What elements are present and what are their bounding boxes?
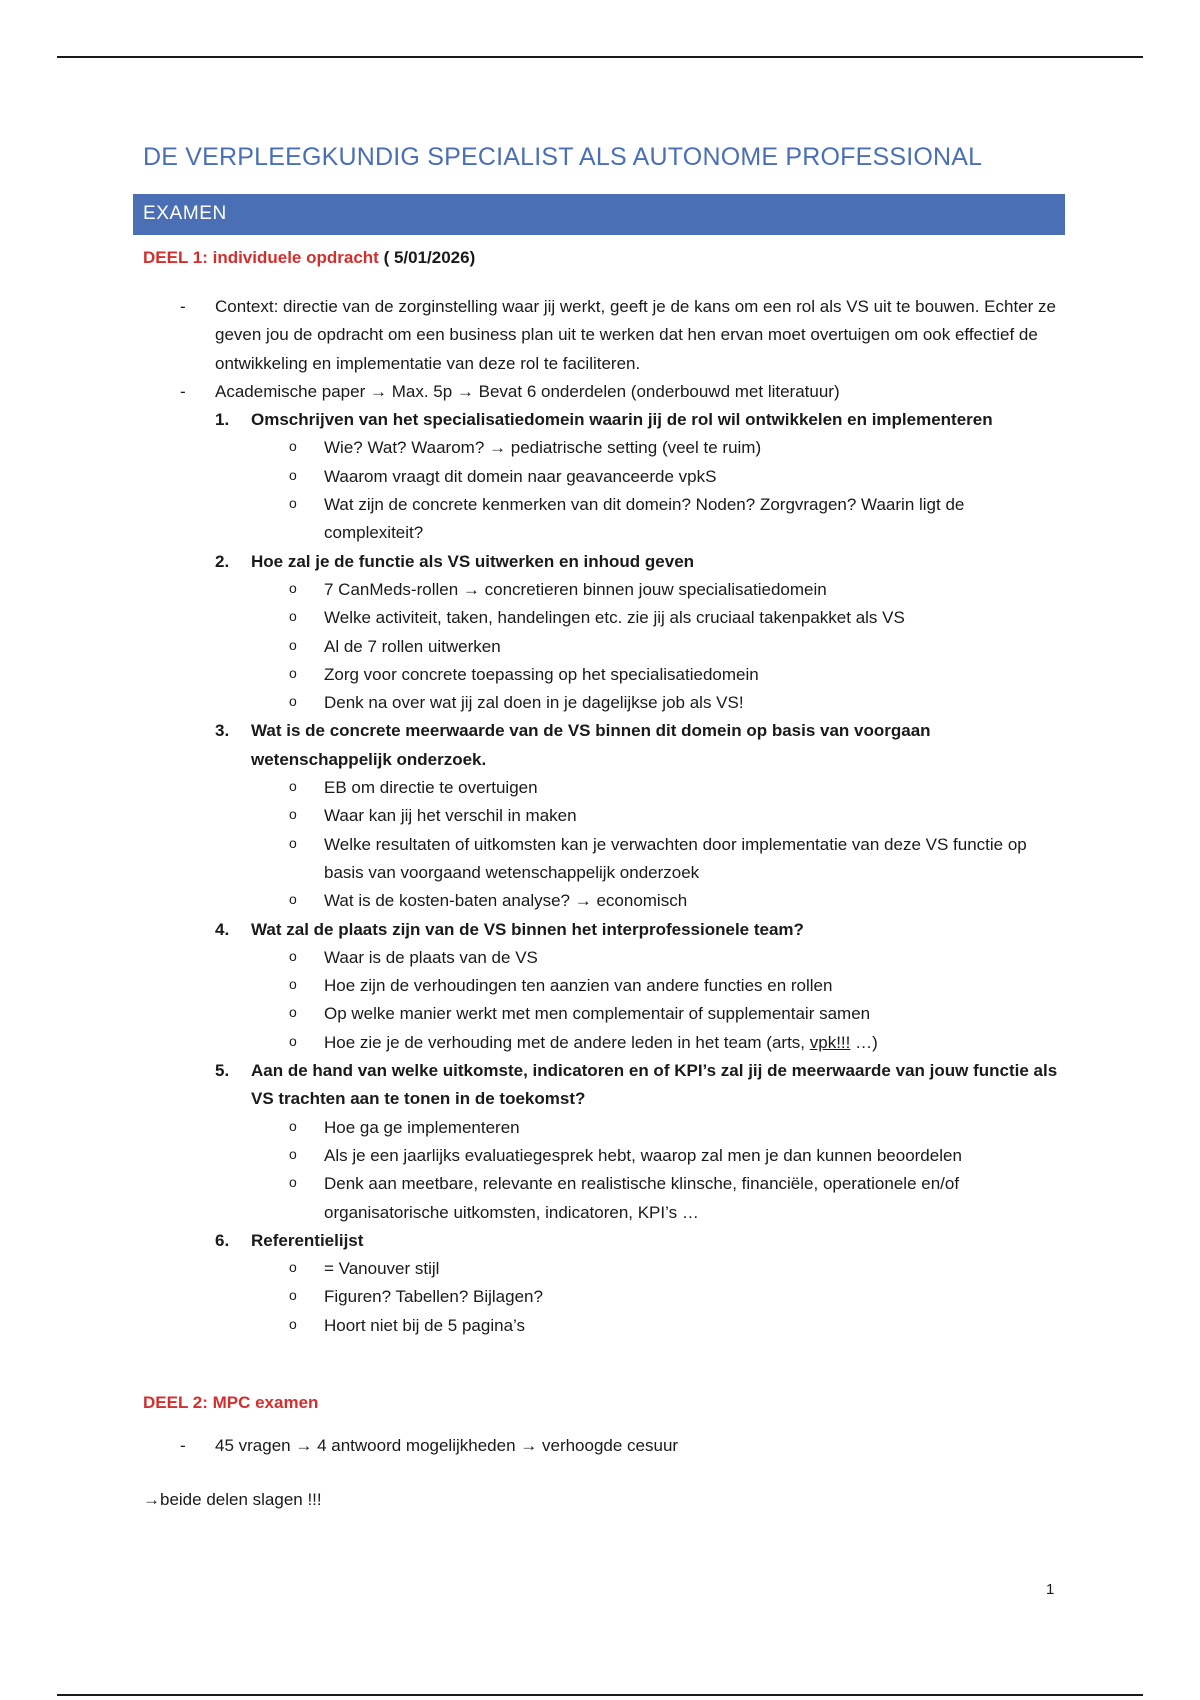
list-item: o Als je een jaarlijks evaluatiegesprek hebt, waarop zal men je dan kunnen beoordelen	[251, 1142, 1063, 1170]
list-item: o Wat zijn de concrete kenmerken van dit domein? Noden? Zorgvragen? Waarin ligt de complexiteit?	[251, 491, 1063, 548]
paper-section-5: 5. Aan de hand van welke uitkomste, indicatoren en of KPI’s zal jij de meerwaarde van jouw functie als VS trachten aan te tonen in de toekomst? o Hoe ga ge implementeren o Als je een jaarlijks evaluatiegesprek hebt, waarop zal men je dan kunnen beoordelen o Denk aan meetbare, relevante en realistische klinsche, financiële, operationele en/of organisatorische uitkomsten, indicatoren, KPI’s …	[215, 1057, 1063, 1227]
list-item: o Wat is de kosten-baten analyse? → economisch	[251, 887, 1063, 915]
list-item: o Op welke manier werkt met men complementair of supplementair samen	[251, 1000, 1063, 1028]
list-item: o Waar kan jij het verschil in maken	[251, 802, 1063, 830]
section-heading: EXAMEN	[143, 203, 227, 224]
list-item: o Denk aan meetbare, relevante en realistische klinsche, financiële, operationele en/of organisatorische uitkomsten, indicatoren, KPI’s …	[251, 1170, 1063, 1227]
list-item: o Zorg voor concrete toepassing op het specialisatiedomein	[251, 661, 1063, 689]
list-item: o Hoe zie je de verhouding met de andere leden in het team (arts, vpk!!! …)	[251, 1029, 1063, 1057]
arrow-icon: →	[456, 381, 474, 401]
list-item: o Waarom vraagt dit domein naar geavanceerde vpkS	[251, 463, 1063, 491]
section-heading-bar	[133, 194, 1065, 235]
list-item: o Welke activiteit, taken, handelingen etc. zie jij als cruciaal takenpakket als VS	[251, 604, 1063, 632]
list-item: o Wie? Wat? Waarom? → pediatrische setting (veel te ruim)	[251, 434, 1063, 462]
page-number: 1	[1046, 1581, 1055, 1598]
arrow-icon: →	[520, 1436, 538, 1455]
deel1-date: ( 5/01/2026)	[378, 248, 476, 267]
paper-section-1: 1. Omschrijven van het specialisatiedomein waarin jij de rol wil ontwikkelen en implementeren o Wie? Wat? Waarom? → pediatrische setting (veel te ruim) o Waarom vraagt dit domein naar geavanceerde vpkS o Wat zijn de concrete kenmerken van dit domein? Noden? Zorgvragen? Waarin ligt de complexiteit?	[215, 406, 1063, 547]
arrow-icon: →	[369, 381, 387, 401]
list-item: o EB om directie te overtuigen	[251, 774, 1063, 802]
section-title: Hoe zal je de functie als VS uitwerken en inhoud geven	[251, 551, 695, 571]
arrow-icon: →	[295, 1436, 313, 1455]
list-item: o Denk na over wat jij zal doen in je dagelijkse job als VS!	[251, 689, 1063, 717]
document-title: DE VERPLEEGKUNDIG SPECIALIST ALS AUTONOME PROFESSIONAL	[143, 143, 983, 171]
context-item: - Context: directie van de zorginstelling waar jij werkt, geeft je de kans om een rol als VS uit te bouwen. Echter ze geven jou de opdracht om een business plan uit te werken dat hen ervan moet overtuigen om ook effectief de ontwikkeling en implementatie van deze rol te faciliteren.	[143, 293, 1063, 378]
list-item: o Figuren? Tabellen? Bijlagen?	[251, 1283, 1063, 1311]
list-item: o = Vanouver stijl	[251, 1255, 1063, 1283]
list-item: - 45 vragen → 4 antwoord mogelijkheden → verhoogde cesuur	[143, 1436, 678, 1456]
arrow-icon: →	[143, 1490, 160, 1509]
paper-item: - Academische paper → Max. 5p → Bevat 6 onderdelen (onderbouwd met literatuur) 1. Omschrijven van het specialisatiedomein waarin jij de rol wil ontwikkelen en implementeren o Wie? Wat? Waarom? → pediatrische setting (veel te ruim) o Waarom vraagt dit domein naar geavanceerde vpkS o Wat zijn de concrete kenmerken van dit domein? Noden? Zorgvragen? Waarin ligt de complexiteit? 2. Hoe zal je de functie als VS uitwerken en inhoud geven o 7 CanMeds-rollen → concretieren binnen jouw specialisatiedomein o Welke activiteit, taken, handelingen etc. zie jij als cruciaal takenpakket als VS o Al de 7 rollen uitwerken o Zorg voor concrete toepassing op het specialisatiedomein o Denk na over wat jij zal doen in je dagelijkse job als VS! 3. Wat is de concrete meerwaarde van de VS binnen dit domein op basis van voorgaan wetenschappelijk onderzoek. o EB om directie te overtuigen o Waar kan jij het verschil in maken o Welke resultaten of uitkomsten kan je verwachten door implementatie van deze VS functie op basis van voorgaand wetenschappelijk onderzoek o Wat is de kosten-baten analyse? → economisch 4. Wat zal de plaats zijn van de VS binnen het interprofessionele team? o Waar is de plaats van de VS o Hoe zijn de verhoudingen ten aanzien van andere functies en rollen o Op welke manier werkt met men complementair of supplementair samen o Hoe zie je de verhouding met de andere leden in het team (arts, vpk!!! …) 5. Aan de hand van welke uitkomste, indicatoren en of KPI’s zal jij de meerwaarde van jouw functie als VS trachten aan te tonen in de toekomst? o Hoe ga ge implementeren o Als je een jaarlijks evaluatiegesprek hebt, waarop zal men je dan kunnen beoordelen o Denk aan meetbare, relevante en realistische klinsche, financiële, operationele en/of organisatorische uitkomsten, indicatoren, KPI’s … 6. Referentielijst o = Vanouver stijl o Figuren? Tabellen? Bijlagen? o Hoort niet bij de 5 pagina’s	[143, 378, 1063, 1340]
footer-rule	[57, 1694, 1143, 1696]
final-note: →beide delen slagen !!!	[143, 1490, 322, 1509]
deel1-label: DEEL 1: individuele opdracht	[143, 248, 379, 267]
paper-section-6: 6. Referentielijst o = Vanouver stijl o Figuren? Tabellen? Bijlagen? o Hoort niet bij de 5 pagina’s	[215, 1227, 1063, 1340]
deel1-content	[143, 293, 1063, 1340]
paper-section-2: 2. Hoe zal je de functie als VS uitwerken en inhoud geven o 7 CanMeds-rollen → concretieren binnen jouw specialisatiedomein o Welke activiteit, taken, handelingen etc. zie jij als cruciaal takenpakket als VS o Al de 7 rollen uitwerken o Zorg voor concrete toepassing op het specialisatiedomein o Denk na over wat jij zal doen in je dagelijkse job als VS!	[215, 548, 1063, 718]
paper-section-3: 3. Wat is de concrete meerwaarde van de VS binnen dit domein op basis van voorgaan wetenschappelijk onderzoek. o EB om directie te overtuigen o Waar kan jij het verschil in maken o Welke resultaten of uitkomsten kan je verwachten door implementatie van deze VS functie op basis van voorgaand wetenschappelijk onderzoek o Wat is de kosten-baten analyse? → economisch	[215, 717, 1063, 915]
list-item: o Hoort niet bij de 5 pagina’s	[251, 1312, 1063, 1340]
deel2-content	[143, 1436, 678, 1456]
list-item: o Welke resultaten of uitkomsten kan je verwachten door implementatie van deze VS functie op basis van voorgaand wetenschappelijk onderzoek	[251, 831, 1063, 888]
paper-sections	[215, 406, 1063, 1340]
list-item: o 7 CanMeds-rollen → concretieren binnen jouw specialisatiedomein	[251, 576, 1063, 604]
section-title: Wat is de concrete meerwaarde van de VS binnen dit domein op basis van voorgaan wetenschappelijk onderzoek.	[251, 721, 931, 769]
deel2-heading: DEEL 2: MPC examen	[143, 1393, 319, 1412]
deel1-heading	[143, 248, 475, 268]
list-item: o Hoe zijn de verhoudingen ten aanzien van andere functies en rollen	[251, 972, 1063, 1000]
section-title: Omschrijven van het specialisatiedomein waarin jij de rol wil ontwikkelen en implementeren	[251, 410, 993, 430]
header-rule	[57, 56, 1143, 58]
deel1-list	[143, 293, 1063, 1340]
section-title: Wat zal de plaats zijn van de VS binnen het interprofessionele team?	[251, 919, 804, 939]
list-item: o Waar is de plaats van de VS	[251, 944, 1063, 972]
arrow-icon: →	[462, 579, 480, 599]
section-title: Referentielijst	[251, 1230, 364, 1250]
list-item: o Al de 7 rollen uitwerken	[251, 633, 1063, 661]
section-title: Aan de hand van welke uitkomste, indicatoren en of KPI’s zal jij de meerwaarde van jouw functie als VS trachten aan te tonen in de toekomst?	[251, 1061, 1058, 1109]
list-item: o Hoe ga ge implementeren	[251, 1114, 1063, 1142]
arrow-icon: →	[489, 438, 507, 458]
paper-section-4: 4. Wat zal de plaats zijn van de VS binnen het interprofessionele team? o Waar is de plaats van de VS o Hoe zijn de verhoudingen ten aanzien van andere functies en rollen o Op welke manier werkt met men complementair of supplementair samen o Hoe zie je de verhouding met de andere leden in het team (arts, vpk!!! …)	[215, 916, 1063, 1057]
arrow-icon: →	[574, 891, 592, 911]
